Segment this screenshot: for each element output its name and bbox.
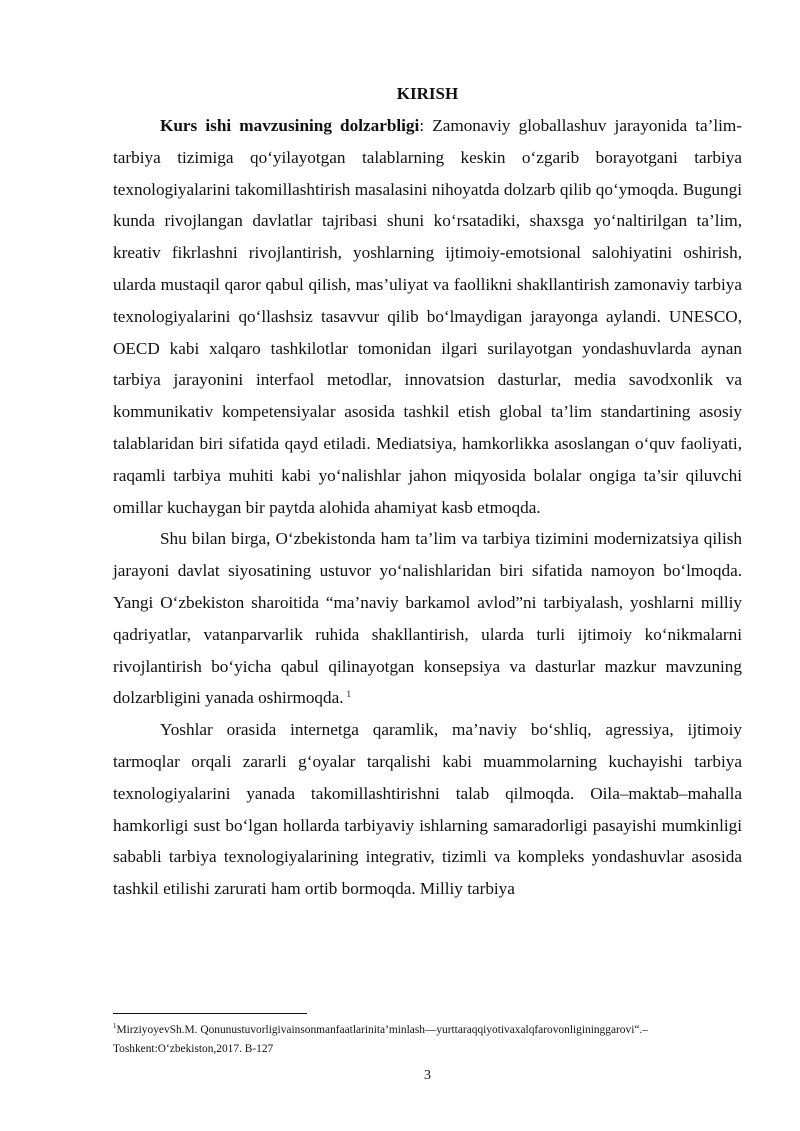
section-heading: KIRISH <box>396 84 459 103</box>
footnote-reference[interactable]: 1 <box>346 688 352 699</box>
paragraph-relevance <box>113 110 742 523</box>
footnote-separator <box>113 1013 307 1014</box>
paragraph-text: Shu bilan birga, O‘zbekistonda ham ta’lim va tarbiya tizimini modernizatsiya qilish jarayoni davlat siyosatining ustuvor yo‘nalishlaridan biri sifatida namoyon bo‘lmoqda. Yangi O‘zbekiston sharoitida “ma’naviy barkamol avlod”ni tarbiyalash, yoshlarni milliy qadriyatlar, vatanparvarlik ruhida shakllantirish, ularda turli ijtimoiy ko‘nikmalarni rivojlantirish bo‘yicha qabul qilinayotgan konsepsiya va dasturlar mazkur mavzuning dolzarbligini yanada oshirmoqda. <box>113 529 742 708</box>
paragraph-youth <box>113 714 742 905</box>
page-number: 3 <box>424 1068 431 1083</box>
paragraph-uzbekistan <box>113 523 742 714</box>
footnote-mark: 1 <box>113 1022 117 1031</box>
paragraph-text: Yoshlar orasida internetga qaramlik, ma’naviy bo‘shliq, agressiya, ijtimoiy tarmoqlar orqali zararli g‘oyalar tarqalishi kabi muammolarning kuchayishi tarbiya texnologiyalarini yanada takomillashtirishni talab qilmoqda. Oila–maktab–mahalla hamkorligi sust bo‘lgan hollarda tarbiyaviy ishlarning samaradorligi pasayishi mumkinligi sababli tarbiya texnologiyalarining integrativ, tizimli va kompleks yondashuvlar asosida tashkil etilishi zarurati ham ortib bormoqda. Milliy tarbiya <box>113 720 742 899</box>
page-body <box>113 78 742 905</box>
footnote-text: MirziyoyevSh.M. Qonunustuvorligivainsonmanfaatlarinita’minlash—yurttaraqqiyotivaxalqfarovonligininggarovi“.–Toshkent:O‘zbekiston,2017. B-127 <box>113 1024 648 1055</box>
footnote <box>113 1021 742 1059</box>
paragraph-lead: Kurs ishi mavzusining dolzarbligi <box>160 116 420 135</box>
paragraph-text: : Zamonaviy globallashuv jarayonida ta’lim-tarbiya tizimiga qo‘yilayotgan talablarning keskin o‘zgarib borayotgani tarbiya texnologiyalarini takomillashtirish masalasini nihoyatda dolzarb qilib qo‘ymoqda. Bugungi kunda rivojlangan davlatlar tajribasi shuni ko‘rsatadiki, shaxsga yo‘naltirilgan ta’lim, kreativ fikrlashni rivojlantirish, yoshlarning ijtimoiy-emotsional salohiyatini oshirish, ularda mustaqil qaror qabul qilish, mas’uliyat va faollikni shakllantirish zamonaviy tarbiya texnologiyalarini qo‘llashsiz tasavvur qilib bo‘lmaydigan jarayonga aylandi. UNESCO, OECD kabi xalqaro tashkilotlar tomonidan ilgari surilayotgan yondashuvlarda aynan tarbiya jarayonini interfaol metodlar, innovatsion dasturlar, media savodxonlik va kommunikativ kompetensiyalar asosida tashkil etish global ta’lim standartining asosiy talablaridan biri sifatida qayd etiladi. Mediatsiya, hamkorlikka asoslangan o‘quv faoliyati, raqamli tarbiya muhiti kabi yo‘nalishlar jahon miqyosida bolalar ongiga ta’sir qiluvchi omillar kuchaygan bir paytda alohida ahamiyat kasb etmoqda. <box>113 116 742 517</box>
